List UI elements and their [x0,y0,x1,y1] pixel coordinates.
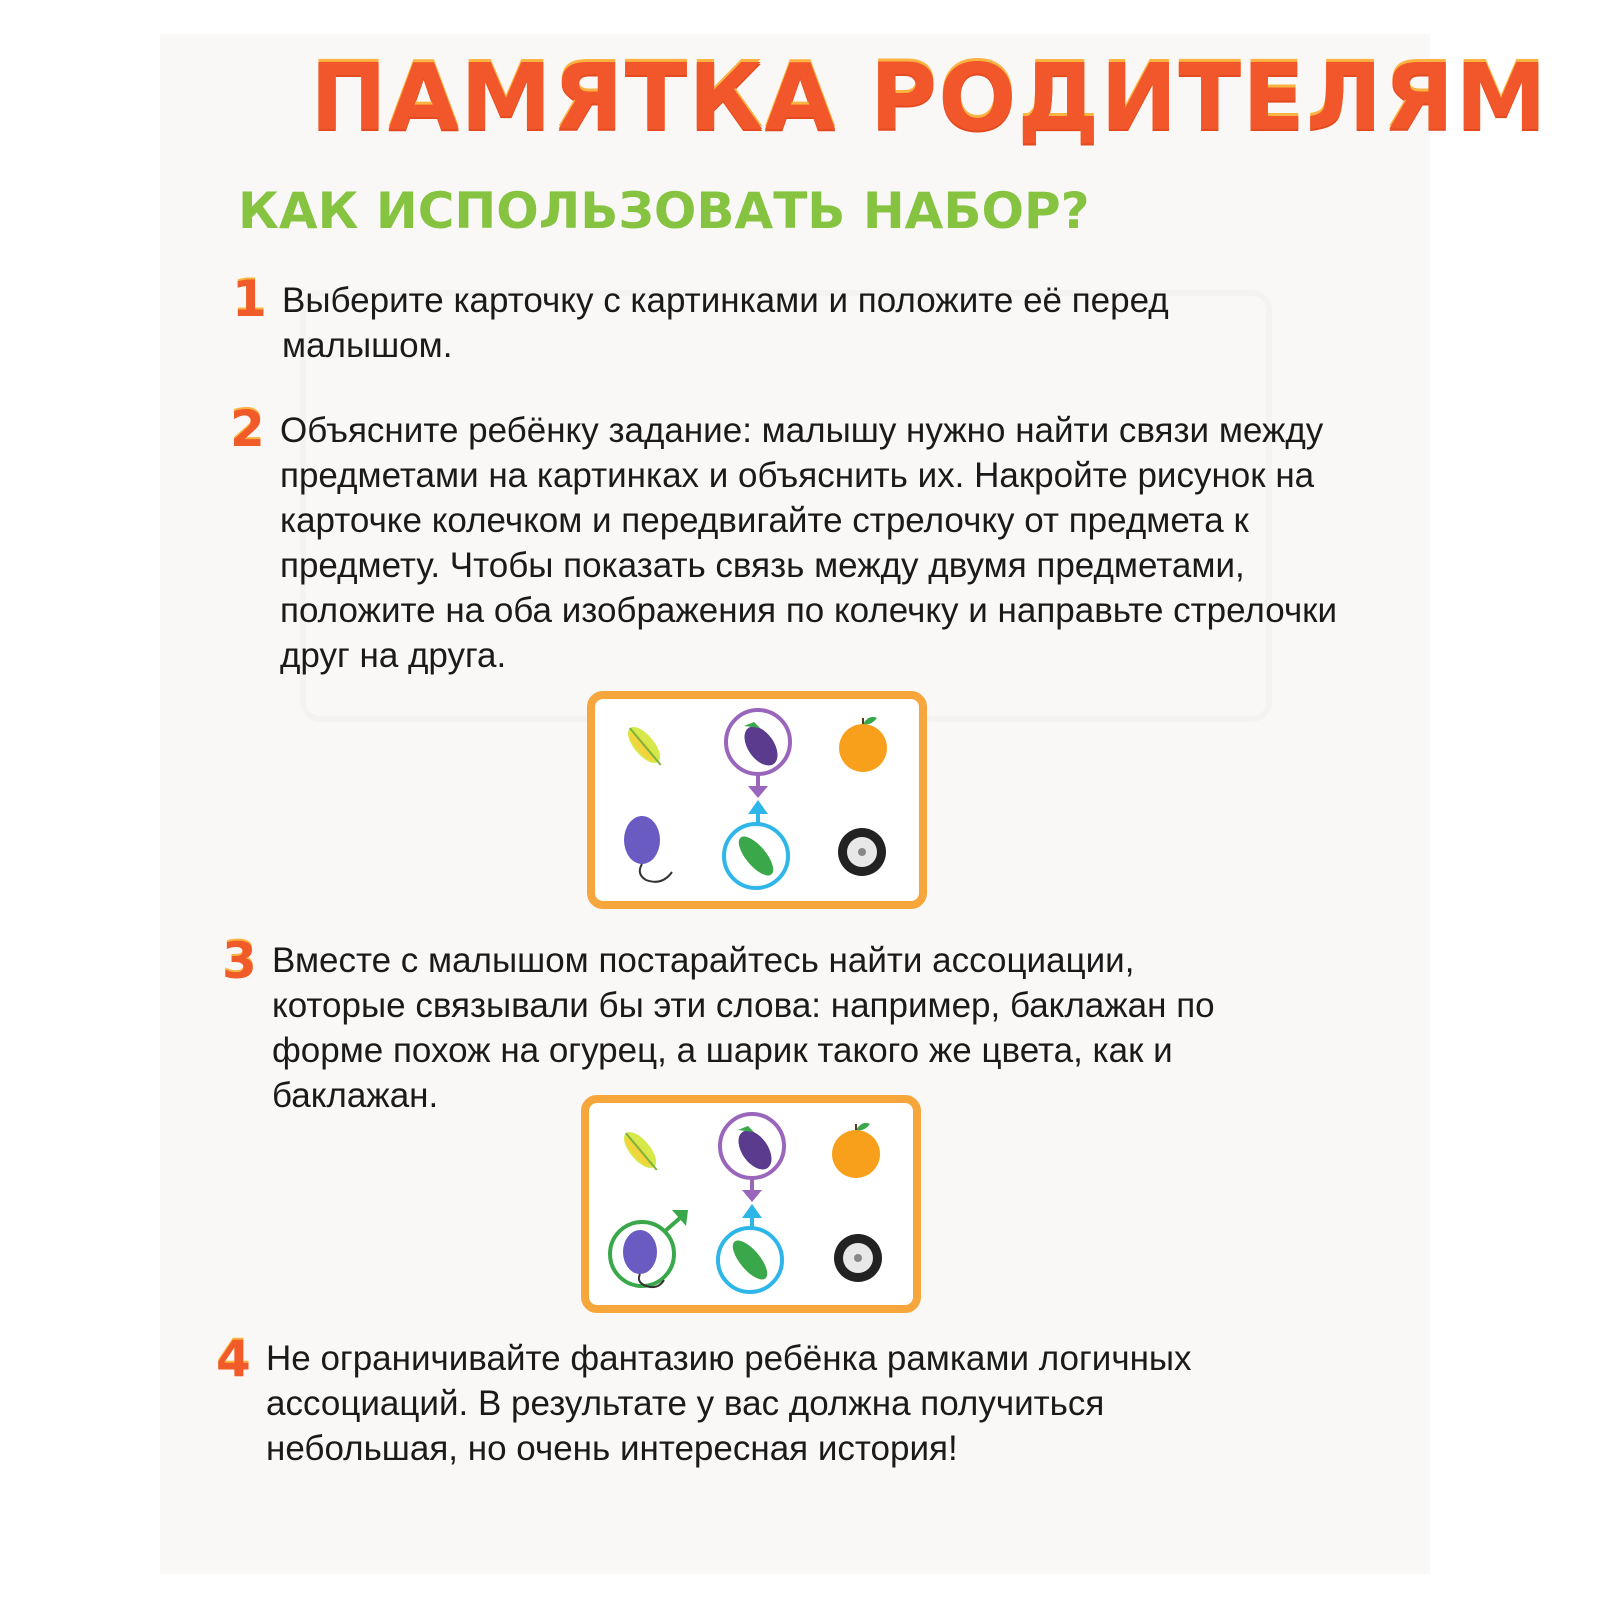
step-4-text: Не ограничивайте фантазию ребёнка рамками логичных ассоциаций. В результате у вас должна получиться небольшая, но очень интересная история! [266,1339,1192,1468]
wheel-icon [838,828,886,876]
example-card-1 [586,690,928,910]
wheel-icon [834,1234,882,1282]
step-2-text: Объясните ребёнку задание: малышу нужно найти связи между предметами на картинках и объяснить их. Накройте рисунок на карточке колечком и передвигайте стрелочку от предмета к предмету. Чтобы показать связь между двумя предметами, положите на оба изображения по колечку и направьте стрелочки друг на друга. [280,411,1338,675]
step-1-number: 1 [232,270,267,328]
example-card-2 [580,1094,922,1314]
step-3-text: Вместе с малышом постарайтесь найти ассоциации, которые связывали бы эти слова: например, баклажан по форме похож на огурец, а шарик такого же цвета, как и баклажан. [272,941,1215,1115]
page-title: ПАМЯТКА РОДИТЕЛЯМ [310,44,1548,151]
step-2-number: 2 [230,400,265,458]
step-3-number: 3 [222,932,257,990]
step-1-text: Выберите карточку с картинками и положите её перед малышом. [282,281,1169,365]
step-4-number: 4 [216,1330,251,1388]
section-subtitle: КАК ИСПОЛЬЗОВАТЬ НАБОР? [238,182,1090,240]
